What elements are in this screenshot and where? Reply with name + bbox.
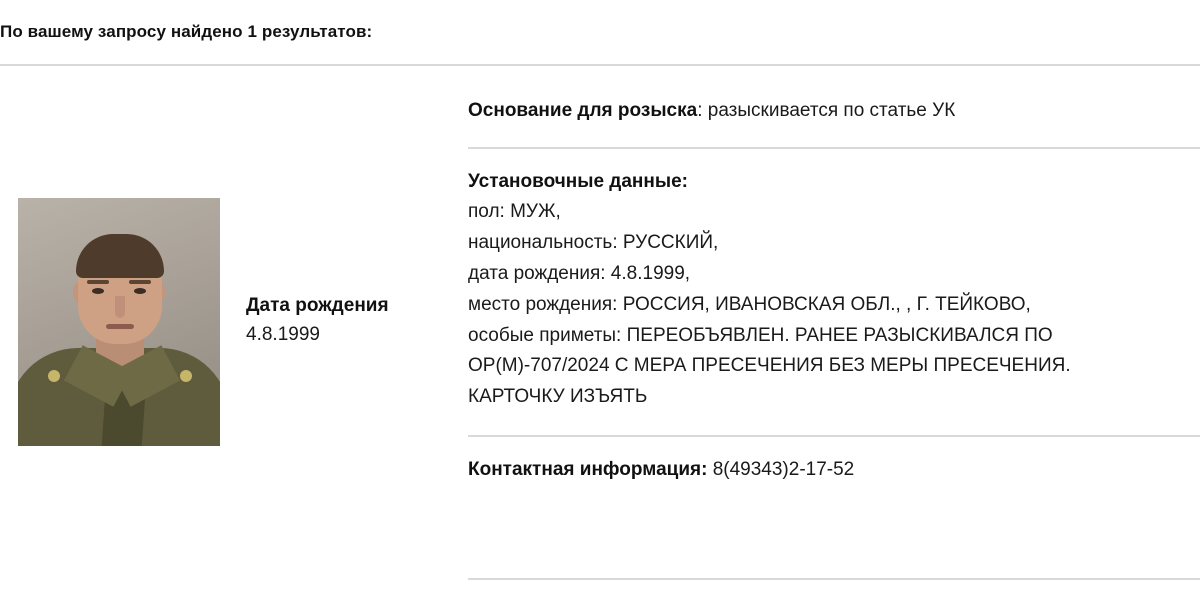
wanted-reason-value: разыскивается по статье УК xyxy=(707,100,956,121)
wanted-reason-separator: : xyxy=(697,100,708,121)
date-of-birth-block xyxy=(246,294,456,347)
identity-data-block xyxy=(468,171,1200,412)
results-count-header: По вашему запросу найдено 1 результатов: xyxy=(0,22,373,41)
person-left-column xyxy=(18,198,448,448)
date-of-birth-label: Дата рождения xyxy=(246,295,389,316)
photo-insignia-right xyxy=(180,370,192,382)
contact-info-value: 8(49343)2-17-52 xyxy=(712,458,855,480)
header-divider xyxy=(0,64,1200,66)
identity-line-marks-2: ОР(М)-707/2024 С МЕРА ПРЕСЕЧЕНИЯ БЕЗ МЕРЫ ПРЕСЕЧЕНИЯ. xyxy=(468,355,1071,377)
details-divider-2 xyxy=(468,435,1200,437)
details-divider-1 xyxy=(468,147,1200,149)
contact-info-label: Контактная информация: xyxy=(468,458,708,480)
photo-eyebrow-left xyxy=(87,280,109,284)
photo-eye-right xyxy=(134,288,146,294)
date-of-birth-value: 4.8.1999 xyxy=(246,323,320,345)
identity-line-nationality: национальность: РУССКИЙ, xyxy=(468,232,719,254)
identity-line-sex: пол: МУЖ, xyxy=(468,201,561,223)
identity-data-title: Установочные данные: xyxy=(468,171,688,193)
photo-insignia-left xyxy=(48,370,60,382)
identity-line-marks-3: КАРТОЧКУ ИЗЪЯТЬ xyxy=(468,386,648,408)
identity-line-marks-1: особые приметы: ПЕРЕОБЪЯВЛЕН. РАНЕЕ РАЗЫСКИВАЛСЯ ПО xyxy=(468,324,1053,346)
contact-info-row xyxy=(468,459,1200,481)
portrait-photo xyxy=(18,198,220,446)
wanted-reason-row xyxy=(468,96,1200,125)
wanted-reason-label: Основание для розыска xyxy=(468,100,698,121)
photo-eye-left xyxy=(92,288,104,294)
details-divider-3 xyxy=(468,578,1200,580)
identity-line-birthdate: дата рождения: 4.8.1999, xyxy=(468,262,691,284)
photo-nose xyxy=(115,296,125,318)
person-details-column xyxy=(468,96,1200,481)
identity-line-birthplace: место рождения: РОССИЯ, ИВАНОВСКАЯ ОБЛ., , Г. ТЕЙКОВО, xyxy=(468,293,1031,315)
photo-eyebrow-right xyxy=(129,280,151,284)
photo-mouth xyxy=(106,324,134,329)
